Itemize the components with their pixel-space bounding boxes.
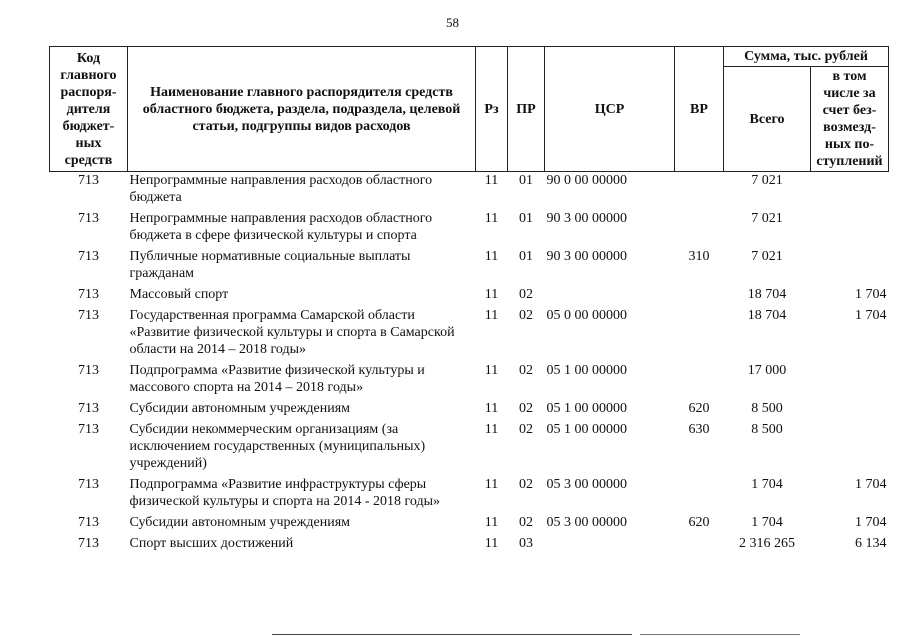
table-row bbox=[50, 210, 889, 248]
cell-grants: 1 704 bbox=[855, 477, 887, 492]
cell-name: Публичные нормативные социальные выплаты гражданам bbox=[129, 249, 411, 281]
table-body bbox=[50, 172, 889, 557]
cell-total: 18 704 bbox=[747, 308, 787, 323]
cell-total: 18 704 bbox=[747, 287, 787, 302]
cell-pr: 01 bbox=[519, 173, 533, 188]
cell-rz: 11 bbox=[484, 173, 499, 188]
cell-rz: 11 bbox=[484, 422, 499, 437]
cell-name: Подпрограмма «Развитие инфраструктуры сферы физической культуры и спорта на 2014 - 2018 годы» bbox=[129, 477, 441, 509]
cell-pr: 02 bbox=[519, 477, 533, 492]
cell-pr: 02 bbox=[519, 515, 533, 530]
cell-total: 2 316 265 bbox=[739, 536, 795, 551]
cell-vr: 310 bbox=[688, 249, 710, 264]
header-sum-group: Сумма, тыс. рублей bbox=[724, 47, 889, 67]
cell-name: Спорт высших достижений bbox=[129, 536, 294, 551]
cell-grants bbox=[811, 210, 889, 248]
cell-csr: 90 3 00 00000 bbox=[546, 249, 627, 264]
cell-code: 713 bbox=[78, 287, 99, 302]
table-row bbox=[50, 400, 889, 421]
cell-rz: 11 bbox=[484, 477, 499, 492]
table-row bbox=[50, 535, 889, 556]
cell-vr bbox=[675, 362, 724, 400]
cell-total: 8 500 bbox=[751, 422, 783, 437]
cell-rz: 11 bbox=[484, 211, 499, 226]
cell-vr: 620 bbox=[688, 401, 710, 416]
cell-grants: 1 704 bbox=[855, 287, 887, 302]
cell-vr: 620 bbox=[688, 515, 710, 530]
cell-code: 713 bbox=[78, 173, 99, 188]
cell-vr bbox=[675, 476, 724, 514]
cell-grants: 6 134 bbox=[855, 536, 887, 551]
cell-name: Субсидии автономным учреждениям bbox=[129, 401, 351, 416]
cell-csr: 90 3 00 00000 bbox=[546, 211, 627, 226]
table-row bbox=[50, 172, 889, 211]
table-row bbox=[50, 248, 889, 286]
cell-name: Субсидии автономным учреждениям bbox=[129, 515, 351, 530]
header-rz: Рз bbox=[476, 47, 508, 172]
cell-grants: 1 704 bbox=[855, 308, 887, 323]
cell-grants bbox=[811, 362, 889, 400]
cell-csr: 05 3 00 00000 bbox=[546, 515, 627, 530]
cell-code: 713 bbox=[78, 363, 99, 378]
header-vr: ВР bbox=[675, 47, 724, 172]
table-row bbox=[50, 476, 889, 514]
cell-vr bbox=[675, 307, 724, 362]
page-number: 58 bbox=[446, 15, 459, 30]
cell-csr: 05 1 00 00000 bbox=[546, 363, 627, 378]
cell-total: 7 021 bbox=[751, 211, 783, 226]
table-header bbox=[50, 47, 889, 172]
cell-name: Массовый спорт bbox=[129, 287, 229, 302]
cell-csr bbox=[545, 535, 675, 556]
cell-pr: 02 bbox=[519, 308, 533, 323]
cell-csr: 05 1 00 00000 bbox=[546, 401, 627, 416]
cell-code: 713 bbox=[78, 536, 99, 551]
cell-rz: 11 bbox=[484, 287, 499, 302]
cell-total: 17 000 bbox=[747, 363, 787, 378]
cell-rz: 11 bbox=[484, 536, 499, 551]
cell-csr: 90 0 00 00000 bbox=[546, 173, 627, 188]
cell-csr: 05 3 00 00000 bbox=[546, 477, 627, 492]
cell-vr bbox=[675, 210, 724, 248]
cell-rz: 11 bbox=[484, 401, 499, 416]
cell-total: 7 021 bbox=[751, 173, 783, 188]
header-total: Всего bbox=[724, 67, 811, 172]
cell-code: 713 bbox=[78, 401, 99, 416]
cell-total: 1 704 bbox=[751, 515, 783, 530]
cell-rz: 11 bbox=[484, 249, 499, 264]
header-pr: ПР bbox=[508, 47, 545, 172]
table-row bbox=[50, 307, 889, 362]
header-code: Код главного распоря-дителя бюджет-ных средств bbox=[50, 47, 128, 172]
cell-grants: 1 704 bbox=[855, 515, 887, 530]
cell-code: 713 bbox=[78, 308, 99, 323]
cell-rz: 11 bbox=[484, 308, 499, 323]
cell-total: 7 021 bbox=[751, 249, 783, 264]
cell-pr: 03 bbox=[519, 536, 533, 551]
cell-code: 713 bbox=[78, 515, 99, 530]
header-name: Наименование главного распорядителя средств областного бюджета, раздела, подраздела, целевой статьи, подгруппы видов расходов bbox=[128, 47, 476, 172]
footer-divider-secondary bbox=[640, 634, 800, 635]
header-csr: ЦСР bbox=[545, 47, 675, 172]
cell-name: Подпрограмма «Развитие физической культуры и массового спорта на 2014 – 2018 годы» bbox=[129, 363, 425, 395]
header-grants: в том числе за счет без-возмезд-ных по-ступлений bbox=[811, 67, 889, 172]
footer-divider bbox=[272, 634, 632, 635]
cell-vr bbox=[675, 286, 724, 307]
cell-rz: 11 bbox=[484, 515, 499, 530]
cell-name: Государственная программа Самарской области «Развитие физической культуры и спорта в Самарской области на 2014 – 2018 годы» bbox=[129, 308, 455, 357]
cell-csr bbox=[545, 286, 675, 307]
cell-name: Непрограммные направления расходов областного бюджета в сфере физической культуры и спорта bbox=[129, 211, 433, 243]
cell-total: 1 704 bbox=[751, 477, 783, 492]
cell-csr: 05 0 00 00000 bbox=[546, 308, 627, 323]
cell-code: 713 bbox=[78, 477, 99, 492]
cell-name: Непрограммные направления расходов областного бюджета bbox=[129, 173, 433, 205]
cell-pr: 02 bbox=[519, 363, 533, 378]
cell-vr: 630 bbox=[688, 422, 710, 437]
table-row bbox=[50, 362, 889, 400]
cell-vr bbox=[675, 535, 724, 556]
cell-vr bbox=[675, 172, 724, 211]
table-row bbox=[50, 286, 889, 307]
cell-csr: 05 1 00 00000 bbox=[546, 422, 627, 437]
cell-code: 713 bbox=[78, 211, 99, 226]
cell-rz: 11 bbox=[484, 363, 499, 378]
table-row bbox=[50, 514, 889, 535]
cell-pr: 02 bbox=[519, 401, 533, 416]
cell-grants bbox=[811, 421, 889, 476]
budget-table bbox=[49, 46, 889, 556]
cell-grants bbox=[811, 172, 889, 211]
cell-pr: 02 bbox=[519, 422, 533, 437]
cell-grants bbox=[811, 400, 889, 421]
cell-total: 8 500 bbox=[751, 401, 783, 416]
cell-code: 713 bbox=[78, 249, 99, 264]
cell-grants bbox=[811, 248, 889, 286]
cell-code: 713 bbox=[78, 422, 99, 437]
cell-name: Субсидии некоммерческим организациям (за исключением государственных (муниципальных) учреждений) bbox=[129, 422, 426, 471]
table-row bbox=[50, 421, 889, 476]
cell-pr: 02 bbox=[519, 287, 533, 302]
cell-pr: 01 bbox=[519, 211, 533, 226]
cell-pr: 01 bbox=[519, 249, 533, 264]
